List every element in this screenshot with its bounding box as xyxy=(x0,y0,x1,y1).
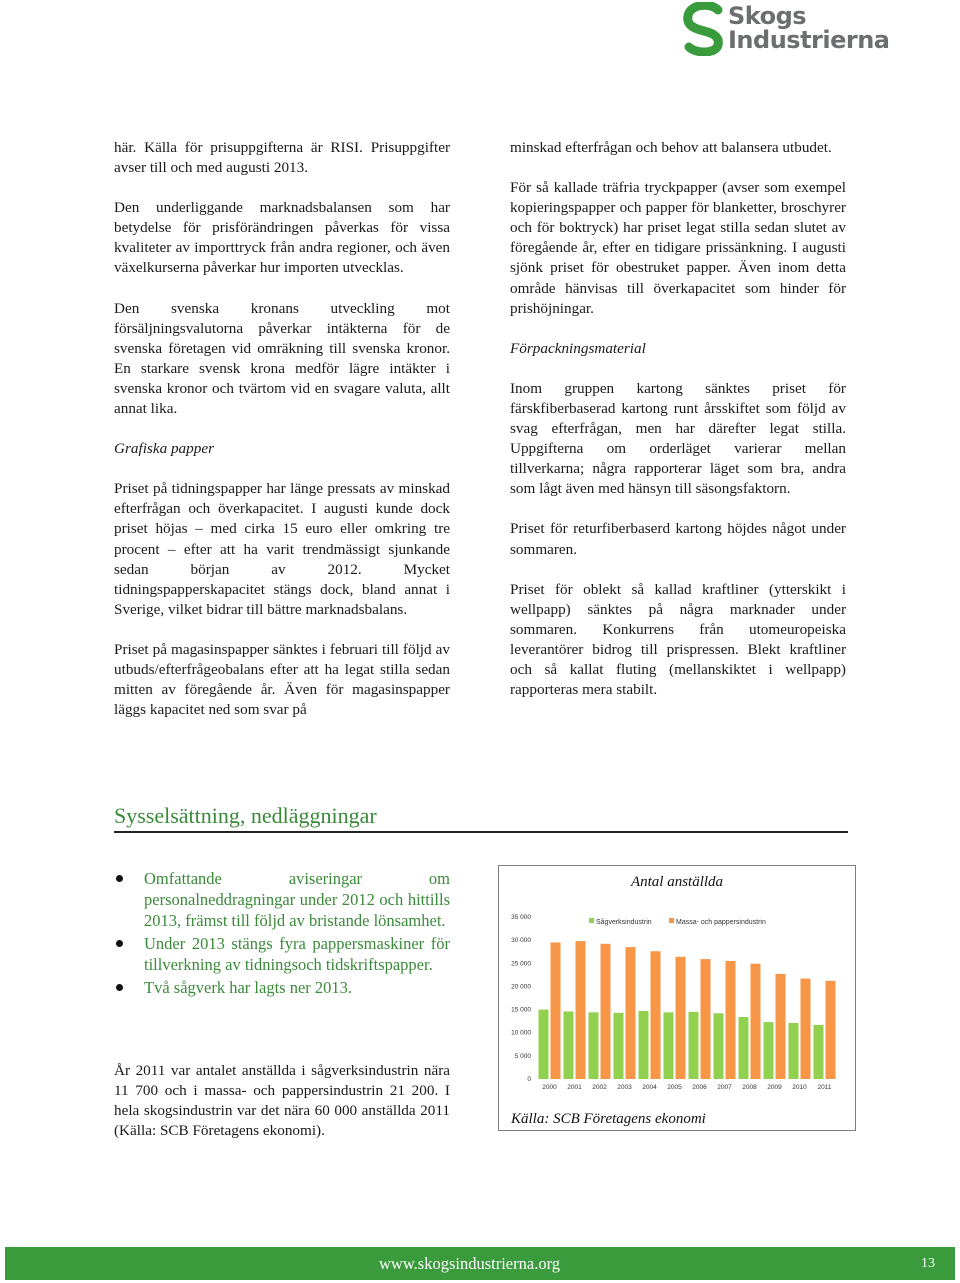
brand-logo xyxy=(680,2,890,58)
x-tick-label: 2008 xyxy=(742,1084,757,1091)
x-tick-label: 2011 xyxy=(817,1084,832,1091)
bar-massa-papper xyxy=(701,959,711,1079)
bar-massa-papper xyxy=(826,981,836,1079)
brand-s-icon xyxy=(680,2,728,56)
bar-sagverk xyxy=(814,1025,824,1079)
y-tick-label: 0 xyxy=(527,1076,531,1083)
paragraph: Priset för oblekt så kallad kraftliner (ytterskikt i wellpapp) sänktes på några marknader under sommaren. Konkurrens från utomeuropeiska leverantörer bidrog till prispressen. Blekt kraftliner och så kallat fluting (mellanskiktet i wellpapp) rapporteras mera stabilt. xyxy=(510,580,846,699)
left-column xyxy=(114,138,450,740)
x-tick-label: 2002 xyxy=(592,1084,607,1091)
y-tick-label: 30 000 xyxy=(511,937,531,945)
x-tick-label: 2010 xyxy=(792,1084,807,1091)
subheading-grafiska-papper: Grafiska papper xyxy=(114,440,214,458)
bar-sagverk xyxy=(539,1010,549,1079)
brand-line1: Skogs xyxy=(728,2,807,30)
y-tick-label: 15 000 xyxy=(511,1006,531,1014)
bar-massa-papper xyxy=(676,957,686,1079)
bar-massa-papper xyxy=(751,964,761,1079)
y-tick-label: 5 000 xyxy=(514,1052,531,1060)
paragraph: Priset för returfiberbaserd kartong höjdes något under sommaren. xyxy=(510,520,846,558)
x-tick-label: 2001 xyxy=(567,1084,582,1091)
legend-swatch xyxy=(589,918,594,923)
x-tick-label: 2003 xyxy=(617,1084,632,1091)
bar-sagverk xyxy=(789,1023,799,1079)
bar-sagverk xyxy=(589,1012,599,1079)
section-title: Sysselsättning, nedläggningar xyxy=(114,803,848,833)
bullet-item: Omfattande aviseringar om personalneddragningar under 2012 och hittills 2013, främst till följd av bristande lönsamhet. xyxy=(114,868,450,931)
bullet-item: Två sågverk har lagts ner 2013. xyxy=(114,977,450,998)
paragraph: Den underliggande marknadsbalansen som har betydelse för prisförändringen påverkas för vissa kvaliteter av importtryck från andra regioner, och även växelkurserna påverkar hur importen utvecklas. xyxy=(114,199,450,277)
bar-sagverk xyxy=(714,1013,724,1079)
bar-massa-papper xyxy=(576,941,586,1079)
x-tick-label: 2004 xyxy=(642,1084,657,1091)
bar-sagverk xyxy=(739,1017,749,1079)
bar-sagverk xyxy=(639,1011,649,1079)
y-tick-label: 35 000 xyxy=(511,914,531,921)
paragraph: Priset på tidningspapper har länge pressats av minskad efterfrågan och överkapacitet. I augusti kunde dock priset höjas – med cirka 15 euro eller omkring tre procent – efter att ha varit trendmässigt sjunkande sedan början av 2012. Mycket tidningspapperskapacitet stängs dock, bland annat i Sverige, vilket bidrar till bättre marknadsbalans. xyxy=(114,480,450,618)
right-column xyxy=(510,138,846,720)
bar-massa-papper xyxy=(626,947,636,1079)
subheading-forpackningsmaterial: Förpackningsmaterial xyxy=(510,339,646,357)
paragraph: Priset på magasinspapper sänktes i februari till följd av utbuds/efterfrågeobalans efter att ha legat stilla sedan mitten av föregående år. Även för magasinspapper läggs kapacitet ned som svar på xyxy=(114,640,450,719)
x-tick-label: 2005 xyxy=(667,1084,682,1091)
bar-massa-papper xyxy=(801,979,811,1079)
bar-sagverk xyxy=(564,1011,574,1079)
legend-label: Sågverksindustrin xyxy=(596,919,652,926)
bar-sagverk xyxy=(689,1012,699,1079)
bar-massa-papper xyxy=(651,951,661,1079)
paragraph: minskad efterfrågan och behov att balansera utbudet. xyxy=(510,139,832,156)
x-tick-label: 2007 xyxy=(717,1084,732,1091)
employment-chart xyxy=(498,865,856,1131)
legend-label: Massa- och pappersindustrin xyxy=(676,919,766,926)
chart-svg xyxy=(499,866,855,1130)
y-tick-label: 20 000 xyxy=(511,983,531,991)
bar-sagverk xyxy=(664,1012,674,1079)
employment-paragraph: År 2011 var antalet anställda i sågverksindustrin nära 11 700 och i massa- och pappersindustrin 21 200. I hela skogsindustrin var det nära 60 000 anställda 2011 (Källa: SCB Företagens ekonomi). xyxy=(114,1062,450,1140)
y-tick-label: 25 000 xyxy=(511,960,531,968)
bar-sagverk xyxy=(614,1013,624,1079)
bar-sagverk xyxy=(764,1022,774,1079)
bullet-list xyxy=(114,868,450,1000)
legend-swatch xyxy=(669,918,674,923)
paragraph: Inom gruppen kartong sänktes priset för färskfiberbaserad kartong runt årsskiftet som följd av svag efterfrågan, men har därefter legat stilla. Uppgifterna om orderläget varierar mellan tillverkarna; några rapporterar läget som bra, andra som lågt även med hänsyn till säsongsfaktorn. xyxy=(510,379,846,498)
brand-wordmark xyxy=(728,4,890,52)
paragraph: Den svenska kronans utveckling mot försäljningsvalutorna påverkar intäkterna för de svenska företagen vid omräkning till svenska kronor. En starkare svensk krona medför lägre intäkter i svenska kronor och tvärtom vid en svagare valuta, allt annat lika. xyxy=(114,299,450,418)
x-tick-label: 2006 xyxy=(692,1084,707,1091)
y-tick-label: 10 000 xyxy=(511,1029,531,1037)
chart-title: Antal anställda xyxy=(630,874,724,890)
bar-massa-papper xyxy=(726,961,736,1079)
x-tick-label: 2009 xyxy=(767,1084,782,1091)
page-number: 13 xyxy=(921,1256,935,1271)
brand-line2: Industrierna xyxy=(728,26,890,54)
bullet-item: Under 2013 stängs fyra pappersmaskiner för tillverkning av tidningsoch tidskriftspapper. xyxy=(114,933,450,975)
paragraph: här. Källa för prisuppgifterna är RISI. Prisuppgifter avser till och med augusti 2013. xyxy=(114,139,450,177)
footer-bar xyxy=(5,1247,955,1280)
footer-url[interactable]: www.skogsindustrierna.org xyxy=(379,1254,561,1273)
chart-source: Källa: SCB Företagens ekonomi xyxy=(511,1111,706,1127)
x-tick-label: 2000 xyxy=(542,1084,557,1091)
bar-massa-papper xyxy=(776,974,786,1079)
paragraph: För så kallade träfria tryckpapper (avser som exempel kopieringspapper och papper för blanketter, broschyrer och för boktryck) har priset legat stilla sedan slutet av föregående år, efter en tidigare prissänkning. I augusti sjönk priset för obestruket papper. Även inom detta område hänvisas till överkapacitet som hinder för prishöjningar. xyxy=(510,179,846,317)
bar-massa-papper xyxy=(601,944,611,1079)
bar-massa-papper xyxy=(551,942,561,1079)
